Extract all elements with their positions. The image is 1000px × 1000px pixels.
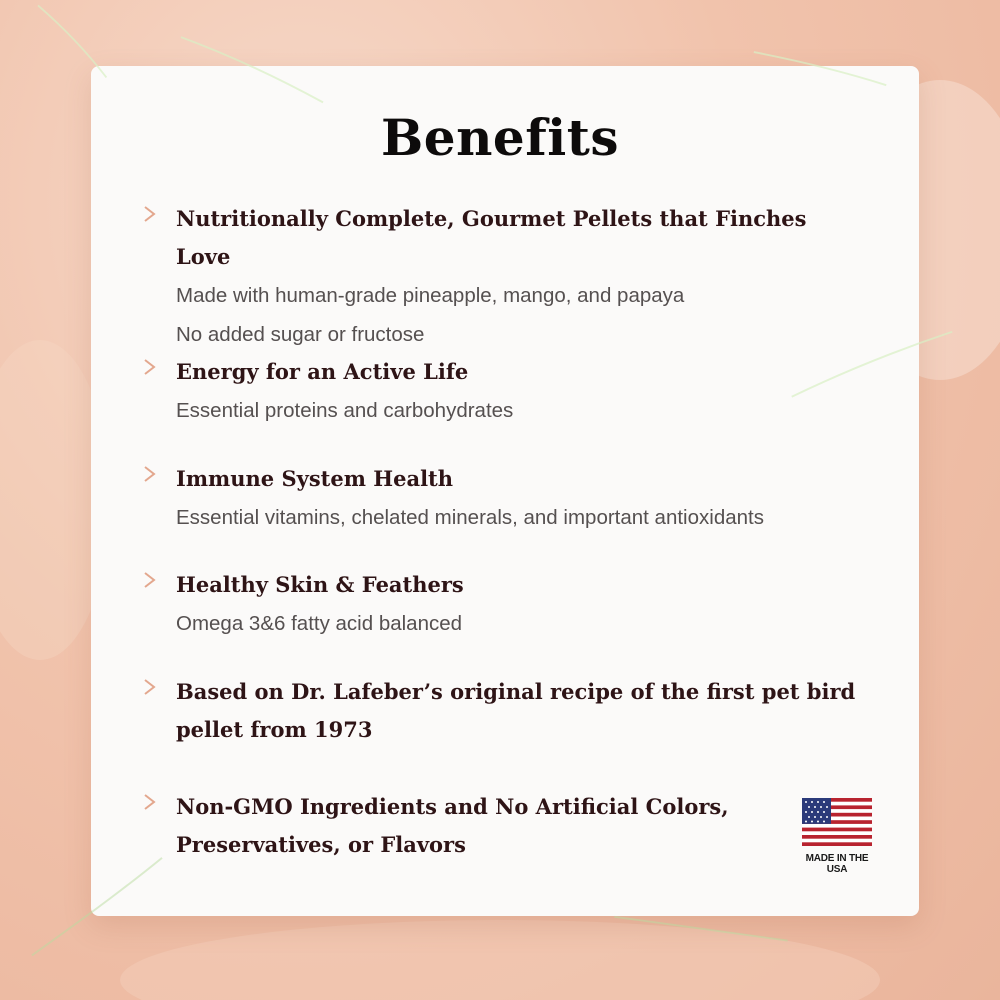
benefit-detail: Made with human-grade pineapple, mango, and papaya <box>176 284 685 307</box>
benefit-item <box>176 566 856 643</box>
benefit-heading: Healthy Skin & Feathers <box>176 572 464 597</box>
chevron-right-icon <box>139 463 161 485</box>
leaf-icon <box>174 16 330 112</box>
benefit-detail: Omega 3&6 fatty acid balanced <box>176 612 463 635</box>
us-flag-icon <box>802 798 872 846</box>
leaf-icon <box>28 0 120 90</box>
chevron-right-icon <box>139 203 161 225</box>
chevron-right-icon <box>139 356 161 378</box>
benefit-item <box>176 788 776 864</box>
made-in-usa-badge <box>802 798 872 875</box>
made-in-usa-label: MADE IN THE USA <box>805 853 869 875</box>
chevron-right-icon <box>139 569 161 591</box>
benefit-item <box>176 353 856 430</box>
chevron-right-icon <box>139 676 161 698</box>
benefit-detail: Essential proteins and carbohydrates <box>176 399 514 422</box>
benefit-detail: No added sugar or fructose <box>176 323 425 346</box>
benefit-heading: Nutritionally Complete, Gourmet Pellets that Finches Love <box>176 206 807 269</box>
benefit-item <box>176 673 856 749</box>
benefit-heading-line: Based on Dr. Lafeber’s original recipe of the first pet bird <box>176 679 856 704</box>
benefit-heading-line: pellet from 1973 <box>176 717 373 742</box>
leaf-icon <box>750 36 892 106</box>
benefit-heading-line: Non-GMO Ingredients and No Artificial Colors, <box>176 794 729 819</box>
benefit-heading: Immune System Health <box>176 466 454 491</box>
chevron-right-icon <box>139 791 161 813</box>
benefit-item <box>176 200 856 354</box>
benefit-heading: Energy for an Active Life <box>176 359 469 384</box>
benefit-item <box>176 460 856 537</box>
leaf-icon <box>610 912 792 952</box>
leaf-icon <box>24 854 168 964</box>
benefit-detail: Essential vitamins, chelated minerals, and important antioxidants <box>176 506 764 529</box>
benefit-heading-line: Preservatives, or Flavors <box>176 832 466 857</box>
page-title: Benefits <box>381 108 619 167</box>
